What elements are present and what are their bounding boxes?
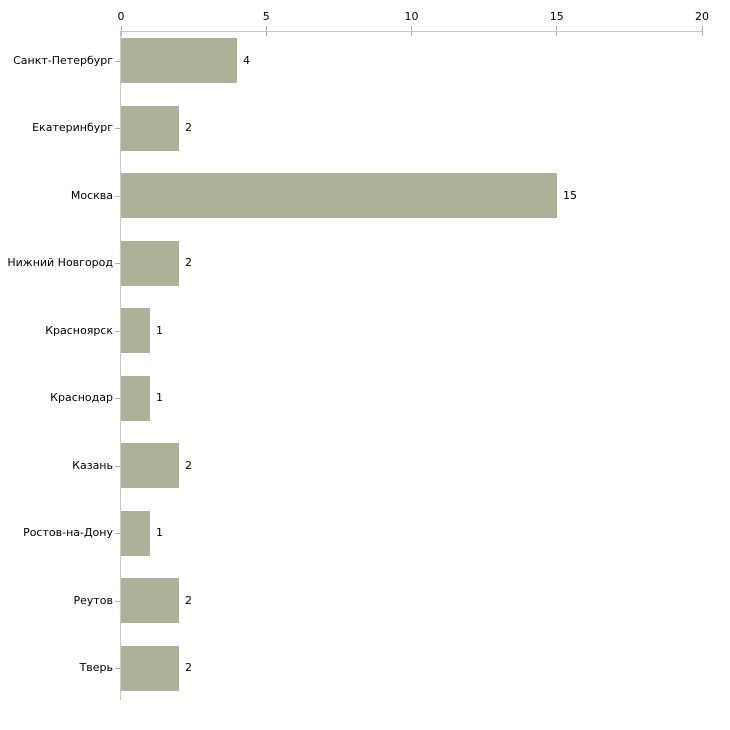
category-label: Тверь — [79, 661, 113, 674]
y-tick — [115, 331, 120, 332]
x-tick-label: 15 — [549, 10, 564, 23]
x-tick — [121, 26, 122, 36]
bar — [121, 578, 179, 623]
y-tick — [115, 196, 120, 197]
category-label: Реутов — [73, 593, 113, 607]
category-label: Нижний Новгород — [7, 256, 113, 269]
bar — [121, 38, 237, 83]
x-tick-label: 0 — [117, 10, 125, 23]
bar — [121, 173, 557, 218]
value-label: 1 — [156, 526, 163, 539]
bar — [121, 376, 150, 421]
value-label: 2 — [185, 256, 192, 269]
category-label: Санкт-Петербург — [13, 53, 113, 67]
y-tick — [115, 398, 120, 399]
value-label: 1 — [156, 391, 163, 404]
x-tick — [266, 26, 267, 36]
x-tick — [556, 26, 557, 36]
bar — [121, 646, 179, 691]
x-tick-label: 5 — [262, 10, 270, 23]
bar — [121, 443, 179, 488]
category-label: Красноярск — [45, 323, 113, 337]
value-label: 15 — [563, 188, 577, 202]
bar — [121, 241, 179, 286]
y-tick — [115, 668, 120, 669]
value-label: 1 — [156, 323, 163, 337]
x-tick — [411, 26, 412, 36]
x-tick — [702, 26, 703, 36]
value-label: 2 — [185, 458, 192, 472]
category-label: Екатеринбург — [32, 121, 113, 134]
value-label: 2 — [185, 593, 192, 607]
value-label: 2 — [185, 661, 192, 674]
value-label: 2 — [185, 121, 192, 134]
x-tick-label: 20 — [695, 10, 709, 23]
category-label: Москва — [70, 188, 113, 202]
y-tick — [115, 128, 120, 129]
bar — [121, 511, 150, 556]
bar — [121, 308, 150, 353]
y-tick — [115, 533, 120, 534]
y-tick — [115, 601, 120, 602]
y-tick — [115, 263, 120, 264]
category-label: Краснодар — [50, 391, 113, 404]
bar — [121, 106, 179, 151]
category-label: Казань — [72, 458, 113, 472]
y-tick — [115, 466, 120, 467]
value-label: 4 — [243, 53, 250, 67]
x-tick-label: 10 — [404, 10, 419, 23]
y-tick — [115, 61, 120, 62]
category-label: Ростов-на-Дону — [23, 526, 113, 539]
